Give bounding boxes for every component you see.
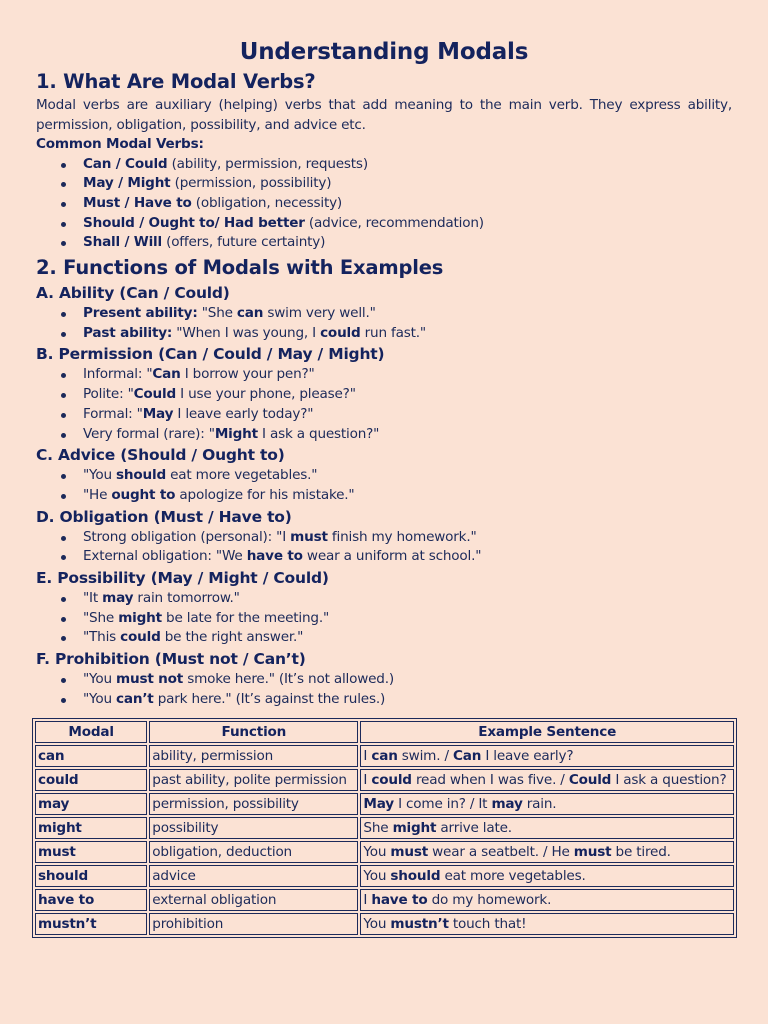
table-cell-function: possibility <box>149 817 358 839</box>
list-item: Present ability: "She can swim very well." <box>83 304 732 324</box>
table-cell-function: ability, permission <box>149 745 358 767</box>
table-header-row <box>35 721 734 743</box>
table-cell-example: May I come in? / It may rain. <box>360 793 734 815</box>
table-cell-example: I can swim. / Can I leave early? <box>360 745 734 767</box>
subsection-a-heading: A. Ability (Can / Could) <box>36 284 230 303</box>
list-item: Polite: "Could I use your phone, please?" <box>83 385 732 405</box>
subsection-f-list <box>36 670 732 709</box>
table-row <box>35 889 734 911</box>
table-cell-example: She might arrive late. <box>360 817 734 839</box>
subsection-a-list <box>36 304 732 343</box>
table-row <box>35 817 734 839</box>
table-cell-function: past ability, polite permission <box>149 769 358 791</box>
subsection-e-heading: E. Possibility (May / Might / Could) <box>36 569 329 588</box>
list-item: Very formal (rare): "Might I ask a question?" <box>83 425 732 445</box>
table-cell-function: advice <box>149 865 358 887</box>
table-cell-function: obligation, deduction <box>149 841 358 863</box>
table-cell-example: I have to do my homework. <box>360 889 734 911</box>
list-item: "You must not smoke here." (It’s not allowed.) <box>83 670 732 690</box>
subsection-d-list <box>36 528 732 567</box>
table-cell-modal: can <box>35 745 147 767</box>
page-title: Understanding Modals <box>239 39 529 65</box>
list-item: "You should eat more vegetables." <box>83 466 732 486</box>
subsection-b-list <box>36 365 732 444</box>
list-item: "This could be the right answer." <box>83 628 732 648</box>
table-cell-function: permission, possibility <box>149 793 358 815</box>
document <box>36 36 732 710</box>
table-row <box>35 793 734 815</box>
table-cell-modal: have to <box>35 889 147 911</box>
list-item: "She might be late for the meeting." <box>83 609 732 629</box>
table-cell-modal: could <box>35 769 147 791</box>
list-item: Informal: "Can I borrow your pen?" <box>83 365 732 385</box>
list-item: Shall / Will (offers, future certainty) <box>83 233 732 253</box>
list-item: "He ought to apologize for his mistake." <box>83 486 732 506</box>
subsection-d-heading: D. Obligation (Must / Have to) <box>36 507 292 526</box>
list-item: "You can’t park here." (It’s against the rules.) <box>83 690 732 710</box>
table-header-modal: Modal <box>35 721 147 743</box>
list-item: Should / Ought to/ Had better (advice, recommendation) <box>83 214 732 234</box>
section-2-heading: 2. Functions of Modals with Examples <box>36 256 444 280</box>
table-cell-modal: mustn’t <box>35 913 147 935</box>
list-item: "It may rain tomorrow." <box>83 589 732 609</box>
table-row <box>35 841 734 863</box>
section-1-intro: Modal verbs are auxiliary (helping) verbs that add meaning to the main verb. They express ability, permission, obligation, possibility, and advice etc. <box>36 97 732 133</box>
subsection-f-heading: F. Prohibition (Must not / Can’t) <box>36 650 306 669</box>
table-cell-example: You must wear a seatbelt. / He must be tired. <box>360 841 734 863</box>
common-modals-list <box>36 155 732 254</box>
list-item: Must / Have to (obligation, necessity) <box>83 194 732 214</box>
table-cell-example: I could read when I was five. / Could I ask a question? <box>360 769 734 791</box>
table-header-function: Function <box>149 721 358 743</box>
list-item: Can / Could (ability, permission, requests) <box>83 155 732 175</box>
table-row <box>35 913 734 935</box>
list-item: Past ability: "When I was young, I could run fast." <box>83 324 732 344</box>
list-item: External obligation: "We have to wear a uniform at school." <box>83 547 732 567</box>
list-item: May / Might (permission, possibility) <box>83 174 732 194</box>
table-cell-modal: should <box>35 865 147 887</box>
table-row <box>35 745 734 767</box>
common-modals-label: Common Modal Verbs: <box>36 136 204 152</box>
table-cell-example: You should eat more vegetables. <box>360 865 734 887</box>
subsection-b-heading: B. Permission (Can / Could / May / Might) <box>36 345 385 364</box>
table-row <box>35 769 734 791</box>
table-row <box>35 865 734 887</box>
subsection-c-heading: C. Advice (Should / Ought to) <box>36 446 285 465</box>
table-cell-function: external obligation <box>149 889 358 911</box>
table-cell-example: You mustn’t touch that! <box>360 913 734 935</box>
table-body <box>35 745 734 935</box>
table-cell-function: prohibition <box>149 913 358 935</box>
subsection-e-list <box>36 589 732 648</box>
modals-table <box>32 718 737 938</box>
table-cell-modal: must <box>35 841 147 863</box>
section-1-heading: 1. What Are Modal Verbs? <box>36 70 316 93</box>
table-header-example: Example Sentence <box>360 721 734 743</box>
list-item: Formal: "May I leave early today?" <box>83 405 732 425</box>
list-item: Strong obligation (personal): "I must finish my homework." <box>83 528 732 548</box>
table-cell-modal: might <box>35 817 147 839</box>
subsection-c-list <box>36 466 732 505</box>
table-cell-modal: may <box>35 793 147 815</box>
